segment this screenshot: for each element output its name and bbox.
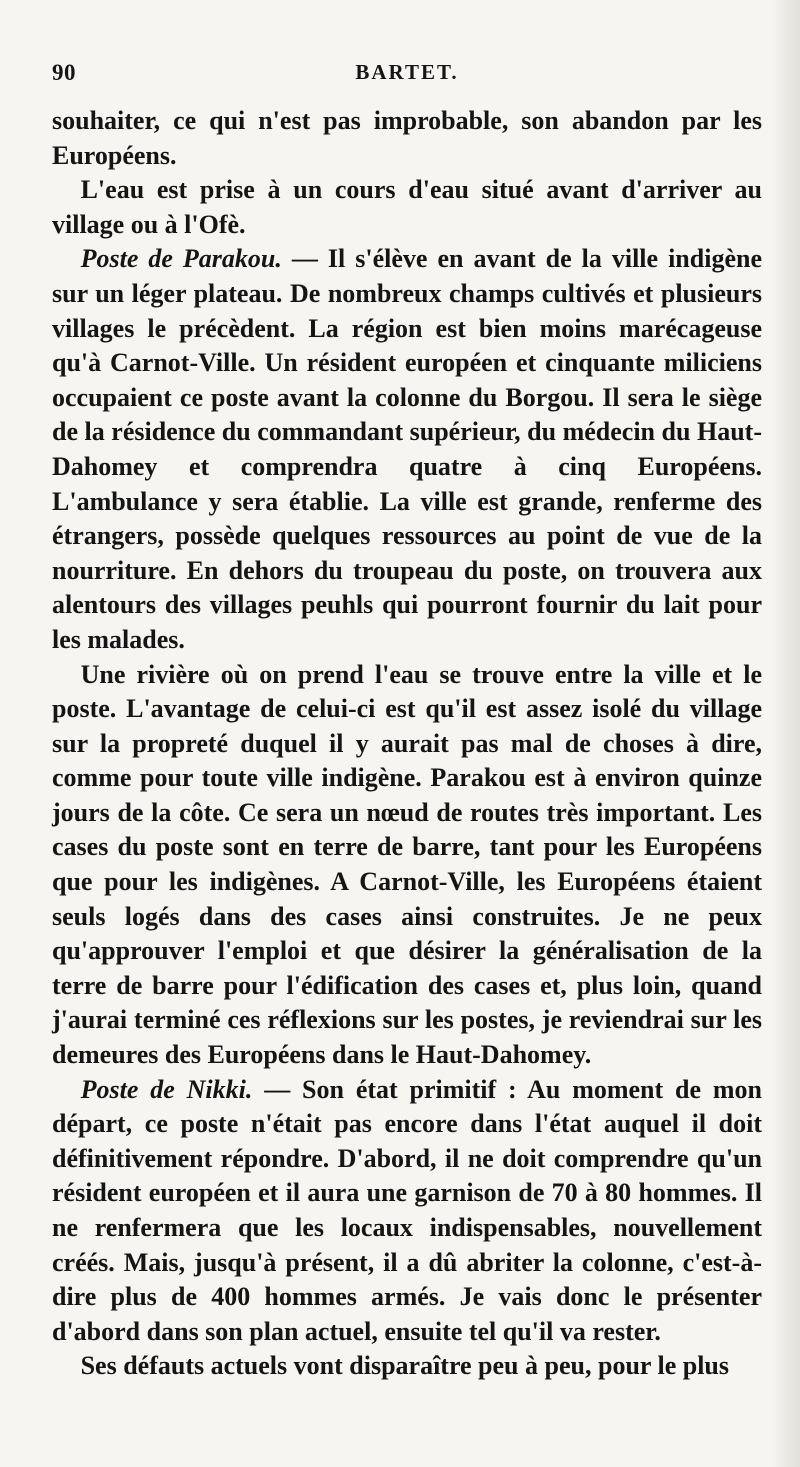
paragraph xyxy=(52,1349,762,1384)
paragraph xyxy=(52,104,762,173)
paragraph-text: — Il s'élève en avant de la ville indigène sur un léger plateau. De nombreux champs cultivés et plusieurs villages le précèdent. La région est bien moins marécageuse qu'à Carnot-Ville. Un résident européen et cinquante miliciens occupaient ce poste avant la colonne du Borgou. Il sera le siège de la résidence du commandant supérieur, du médecin du Haut-Dahomey et comprendra quatre à cinq Européens. L'ambulance y sera établie. La ville est grande, renferme des étrangers, possède quelques ressources au point de vue de la nourriture. En dehors du troupeau du poste, on trouvera aux alentours des villages peuhls qui pourront fournir du lait pour les malades. xyxy=(52,244,762,654)
page-number: 90 xyxy=(52,60,76,85)
paragraph xyxy=(52,1073,762,1350)
body-text xyxy=(52,104,762,1384)
paragraph xyxy=(52,658,762,1073)
paragraph xyxy=(52,173,762,242)
page-edge-shadow xyxy=(770,0,800,1467)
section-heading-parakou: Poste de Parakou. xyxy=(80,244,282,274)
paragraph-text: L'eau est prise à un cours d'eau situé avant d'arriver au village ou à l'Ofè. xyxy=(52,175,762,239)
paragraph xyxy=(52,242,762,657)
paragraph-text: — Son état primitif : Au moment de mon départ, ce poste n'était pas encore dans l'état auquel il doit définitivement répondre. D'abord, il ne doit comprendre qu'un résident européen et il aura une garnison de 70 à 80 hommes. Il ne renfermera que les locaux indispensables, nouvellement créés. Mais, jusqu'à présent, il a dû abriter la colonne, c'est-à-dire plus de 400 hommes armés. Je vais donc le présenter d'abord dans son plan actuel, ensuite tel qu'il va rester. xyxy=(52,1074,763,1346)
paragraph-text: Une rivière où on prend l'eau se trouve entre la ville et le poste. L'avantage de celui-ci est qu'il est assez isolé du village sur la propreté duquel il y aurait pas mal de choses à dire, comme pour toute ville indigène. Parakou est à environ quinze jours de la côte. Ce sera un nœud de routes très important. Les cases du poste sont en terre de barre, tant pour les Européens que pour les indigènes. A Carnot-Ville, les Européens étaient seuls logés dans des cases ainsi construites. Je ne peux qu'approuver l'emploi et que désirer la généralisation de la terre de barre pour l'édification des cases et, plus loin, quand j'aurai terminé ces réflexions sur les postes, je reviendrai sur les demeures des Européens dans le Haut-Dahomey. xyxy=(52,659,762,1070)
paragraph-text: souhaiter, ce qui n'est pas improbable, son abandon par les Européens. xyxy=(52,106,762,170)
running-head: BARTET. xyxy=(355,60,459,84)
section-heading-nikki: Poste de Nikki. xyxy=(80,1074,253,1104)
page-header xyxy=(52,60,762,94)
paragraph-text: Ses défauts actuels vont disparaître peu à peu, pour le plus xyxy=(80,1351,729,1381)
